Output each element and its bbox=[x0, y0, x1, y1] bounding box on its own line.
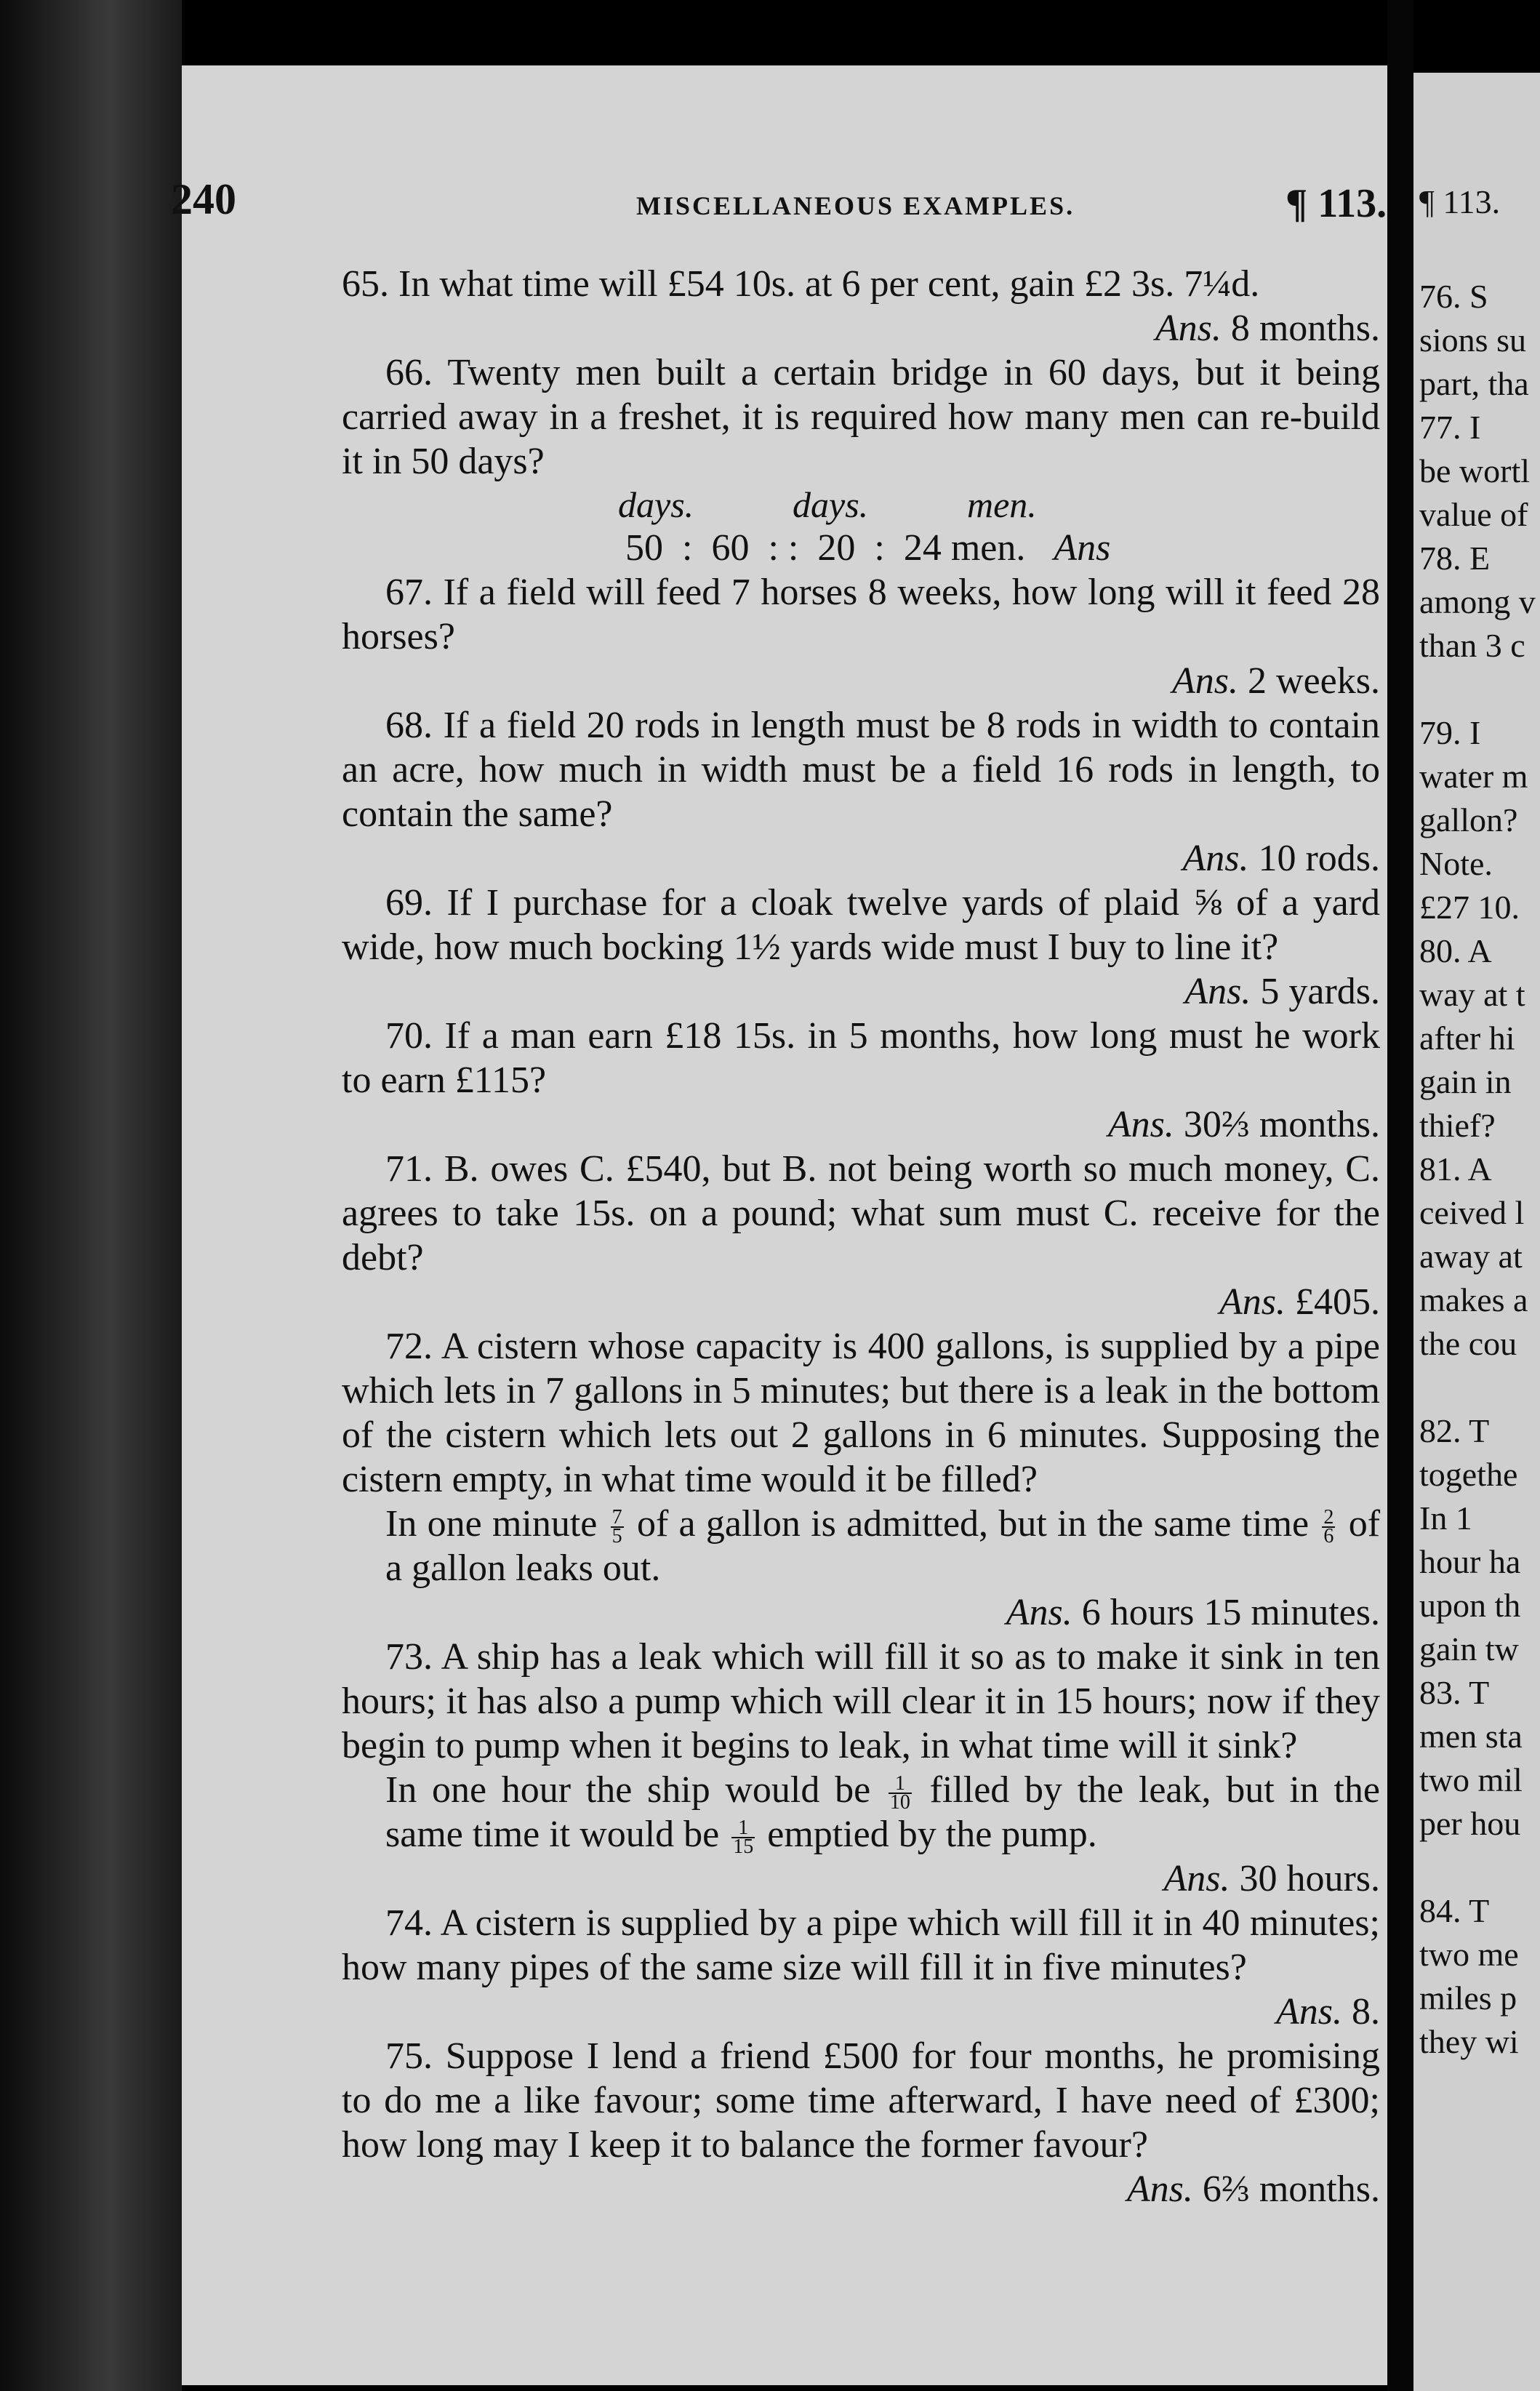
right-page-fragment: 78. E bbox=[1419, 540, 1491, 577]
answer-74: Ans. 8. bbox=[1276, 1991, 1380, 2032]
answer-71: Ans. £405. bbox=[1219, 1281, 1380, 1323]
right-page-fragment: gallon? bbox=[1419, 801, 1518, 838]
right-page-fragment: two mil bbox=[1419, 1761, 1523, 1798]
right-page-fragment: part, tha bbox=[1419, 365, 1529, 402]
right-page-fragment: makes a bbox=[1419, 1281, 1528, 1318]
right-page-fragment: 82. T bbox=[1419, 1412, 1490, 1449]
proportion-header: days. days. men. bbox=[618, 484, 1037, 525]
right-page-fragment: 77. I bbox=[1419, 409, 1481, 446]
right-page-fragment: value of bbox=[1419, 496, 1528, 533]
right-page-fragment: In 1 bbox=[1419, 1499, 1472, 1537]
note-72: In one minute $\frac{7}{5}$ of a gallon is admitted, but in the same time $\frac{2}{6}$ of a gallon leaks out. bbox=[385, 1503, 1381, 1589]
right-page-fragment: the cou bbox=[1419, 1325, 1517, 1362]
book-spine-edge bbox=[0, 0, 182, 2391]
problem-67: 67. If a field will feed 7 horses 8 weeks, how long will it feed 28 horses? bbox=[342, 572, 1380, 657]
section-mark: ¶ 113. bbox=[1286, 181, 1387, 226]
right-page-fragment: thief? bbox=[1419, 1107, 1496, 1144]
right-page-fragment: upon th bbox=[1419, 1587, 1521, 1624]
proportion-row: 50 : 60 : : 20 : 24 men. Ans bbox=[625, 527, 1111, 569]
right-page-fragment: water m bbox=[1419, 758, 1528, 795]
right-page-fragment: ceived l bbox=[1419, 1194, 1525, 1231]
problem-75: 75. Suppose I lend a friend £500 for four months, he promising to do me a like favour; some time afterward, I have need of £300; how long may I keep it to balance the former favour? bbox=[342, 2035, 1380, 2166]
problem-69: 69. If I purchase for a cloak twelve yards of plaid ⅝ of a yard wide, how much bocking 1½ yards wide must I buy to line it? bbox=[342, 882, 1380, 968]
right-page-fragment: than 3 c bbox=[1419, 627, 1525, 664]
right-page-fragment: 80. A bbox=[1419, 932, 1492, 969]
right-page-fragment: after hi bbox=[1419, 1020, 1515, 1057]
right-page-fragment: among v bbox=[1419, 583, 1536, 620]
problem-74: 74. A cistern is supplied by a pipe which will fill it in 40 minutes; how many pipes of the same size will fill it in five minutes? bbox=[342, 1902, 1380, 1988]
answer-69: Ans. 5 yards. bbox=[1184, 971, 1380, 1012]
right-page-fragment: miles p bbox=[1419, 1979, 1517, 2016]
problem-70: 70. If a man earn £18 15s. in 5 months, how long must he work to earn £115? bbox=[342, 1015, 1380, 1101]
right-page-fragment: 84. T bbox=[1419, 1892, 1490, 1929]
right-page-fragment: hour ha bbox=[1419, 1543, 1521, 1580]
problem-68: 68. If a field 20 rods in length must be 8 rods in width to contain an acre, how much in width must be a field 16 rods in length, to contain the same? bbox=[342, 705, 1381, 835]
book-gutter bbox=[1387, 0, 1413, 2391]
right-page-fragment: be wortl bbox=[1419, 452, 1531, 489]
fraction: $\frac{7}{5}$ bbox=[611, 1506, 622, 1548]
right-page-fragment: way at t bbox=[1419, 976, 1525, 1013]
problem-71: 71. B. owes C. £540, but B. not being worth so much money, C. agrees to take 15s. on a pound; what sum must C. receive for the debt? bbox=[342, 1148, 1380, 1278]
running-title: MISCELLANEOUS EXAMPLES. bbox=[636, 191, 1075, 220]
right-page-fragment: 76. S bbox=[1419, 278, 1488, 315]
problem-66: 66. Twenty men built a certain bridge in 60 days, but it being carried away in a freshet, it is required how many men can re-build it in 50 days? bbox=[342, 352, 1381, 482]
text-column bbox=[342, 262, 1380, 2211]
answer-68: Ans. 10 rods. bbox=[1182, 838, 1380, 879]
problem-73: 73. A ship has a leak which will fill it so as to make it sink in ten hours; it has also a pump which will clear it in 15 hours; now if they begin to pump when it begins to leak, in what time will it sink? bbox=[342, 1636, 1380, 1766]
right-page-fragment: sions su bbox=[1419, 321, 1526, 359]
fraction: $\frac{2}{6}$ bbox=[1323, 1506, 1334, 1548]
fraction: $\frac{1}{15}$ bbox=[733, 1817, 754, 1859]
problem-72: 72. A cistern whose capacity is 400 gallons, is supplied by a pipe which lets in 7 gallons in 5 minutes; but there is a leak in the bottom of the cistern which lets out 2 gallons in 6 minutes. Supposing the cistern empty, in what time would it be filled? bbox=[342, 1326, 1380, 1500]
right-page-fragment: men sta bbox=[1419, 1718, 1523, 1755]
right-page-fragment: 83. T bbox=[1419, 1674, 1490, 1711]
answer-65: Ans. 8 months. bbox=[1155, 308, 1380, 349]
right-page-fragment: togethe bbox=[1419, 1456, 1518, 1493]
problem-65: 65. In what time will £54 10s. at 6 per cent, gain £2 3s. 7¼d. bbox=[342, 263, 1260, 305]
answer-67: Ans. 2 weeks. bbox=[1172, 660, 1380, 702]
answer-72: Ans. 6 hours 15 minutes. bbox=[1006, 1592, 1380, 1633]
right-page bbox=[1413, 73, 1540, 2391]
right-page-fragment: per hou bbox=[1419, 1805, 1521, 1842]
right-page-fragment: 81. A bbox=[1419, 1150, 1492, 1188]
answer-75: Ans. 6⅔ months. bbox=[1126, 2168, 1380, 2210]
right-page-fragment: gain in bbox=[1419, 1063, 1512, 1100]
right-page-fragment: two me bbox=[1419, 1936, 1519, 1973]
right-page-fragment: 79. I bbox=[1419, 714, 1481, 751]
note-73: In one hour the ship would be $\frac{1}{10}$ filled by the leak, but in the same time it would be $\frac{1}{15}$ emptied by the pump. bbox=[385, 1769, 1381, 1859]
fraction: $\frac{1}{10}$ bbox=[889, 1772, 910, 1814]
right-page-fragment: gain tw bbox=[1419, 1630, 1519, 1667]
right-page-fragment: £27 10. bbox=[1419, 889, 1520, 926]
right-page-fragment: they wi bbox=[1419, 2023, 1519, 2060]
answer-73: Ans. 30 hours. bbox=[1163, 1858, 1380, 1899]
right-page-fragment: away at bbox=[1419, 1238, 1523, 1275]
right-page-fragment: Note. bbox=[1419, 845, 1493, 882]
page-number: 240 bbox=[171, 175, 236, 223]
right-page-fragment: ¶ 113. bbox=[1419, 183, 1501, 220]
answer-70: Ans. 30⅔ months. bbox=[1107, 1104, 1380, 1145]
